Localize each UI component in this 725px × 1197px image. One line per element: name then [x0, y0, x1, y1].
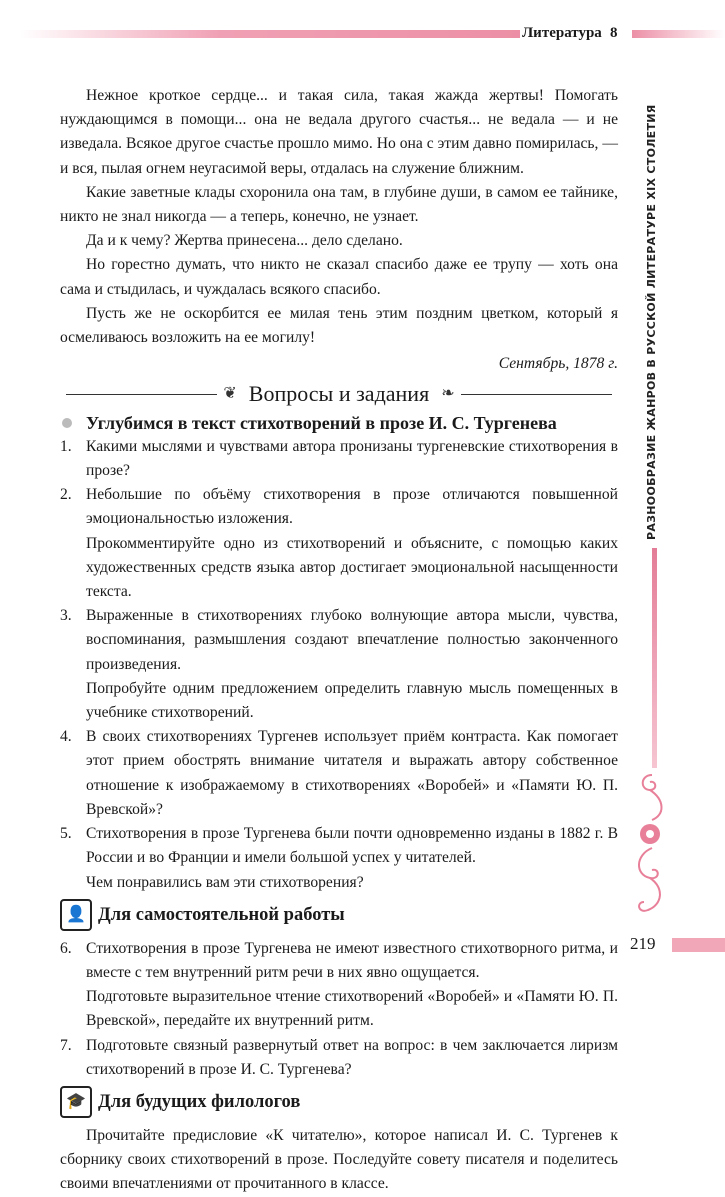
item-extra: Прокомментируйте одно из стихотворений и объясните, с помощью каких художественных средств языка автор достигает эмоциональной насыщенности текста. — [86, 534, 618, 601]
item-text: Подготовьте связный развернутый ответ на вопрос: в чем заключается лиризм стихотворений в прозе И. С. Тургенева? — [86, 1036, 618, 1078]
philologists-text: Прочитайте предисловие «К читателю», которое написал И. С. Тургенев к сборнику своих стихотворений в прозе. Последуйте совету писателя и поделитесь своими впечатлениями от прочитанного в классе. — [60, 1126, 618, 1193]
item-text: Стихотворения в прозе Тургенева были почти одновременно изданы в 1882 г. В России и во Франции и имели большой успех у читателей. — [86, 825, 618, 867]
heading-text: Для самостоятельной работы — [98, 904, 345, 925]
item-number: 4. — [60, 728, 72, 746]
flourish-icon: ❧ — [441, 385, 455, 403]
item-extra: Попробуйте одним предложением определить главную мысль помещенных в учебнике стихотворений. — [86, 679, 618, 722]
item-number: 7. — [60, 1036, 72, 1054]
divider — [66, 394, 217, 396]
item-extra: Подготовьте выразительное чтение стихотворений «Воробей» и «Памяти Ю. П. Вревской», передайте их внутренний ритм. — [86, 988, 618, 1030]
item-extra: Чем понравились вам эти стихотворения? — [86, 873, 364, 891]
book-graduate-icon: 🎓 — [60, 1086, 92, 1118]
heading-text: Для будущих филологов — [98, 1091, 301, 1112]
bullet-icon — [62, 418, 72, 428]
poem-date: Сентябрь, 1878 г. — [498, 355, 618, 373]
side-chapter-label: РАЗНООБРАЗИЕ ЖАНРОВ В РУССКОЙ ЛИТЕРАТУРЕ XIX СТОЛЕТИЯ — [645, 104, 658, 540]
independent-list — [60, 937, 618, 1082]
subsection-heading-text: Углубимся в текст стихотворений в прозе И. С. Тургенева — [86, 412, 557, 433]
header-decor-bar — [20, 30, 520, 38]
list-item — [60, 1034, 618, 1082]
page-content — [60, 84, 618, 1197]
poem-paragraph: Какие заветные клады схоронила она там, в глубине души, в самом ее тайнике, никто не знал никогда — а теперь, конечно, не узнает. — [60, 183, 618, 226]
item-text: Выраженные в стихотворениях глубоко волнующие автора мысли, чувства, воспоминания, размышления создают впечатление полностью законченного произведения. — [86, 607, 618, 673]
poem-paragraph: Нежное кроткое сердце... и такая сила, такая жажда жертвы! Помогать нуждающимся в помощи... она не ведала другого счастья... не ведала — и не изведала. Всякое другое счастье прошло мимо. Но она с этим давно помирилась, — и вся, пылая огнем неугасимой веры, отдалась на служение ближним. — [60, 87, 618, 177]
page-number: 219 — [630, 934, 656, 953]
flourish-icon: ❦ — [223, 385, 237, 403]
floral-ornament-icon — [630, 770, 670, 920]
item-number: 2. — [60, 486, 72, 504]
subsection-heading — [60, 411, 618, 435]
item-number: 1. — [60, 437, 72, 455]
list-item — [60, 937, 618, 1034]
reader-icon: 👤 — [60, 899, 92, 931]
list-item — [60, 483, 618, 604]
poem-paragraph: Пусть же не оскорбится ее милая тень этим поздним цветком, который я осмеливаюсь возложить на ее могилу! — [60, 304, 618, 347]
poem-paragraph: Да и к чему? Жертва принесена... дело сделано. — [86, 232, 403, 250]
header-decor-bar-right — [632, 30, 725, 38]
item-text: В своих стихотворениях Тургенев использует приём контраста. Как помогает этот прием обострять внимание читателя и выражать автору собственное отношение к изображаемому в стихотворениях «Воробей» и «Памяти Ю. П. Вревской»? — [86, 728, 618, 818]
section-title — [60, 382, 618, 406]
item-text: Какими мыслями и чувствами автора пронизаны тургеневские стихотворения в прозе? — [86, 437, 618, 480]
page-number-decor-bar — [672, 938, 725, 952]
item-text: Небольшие по объёму стихотворения в прозе отличаются повышенной эмоциональностью изложения. — [86, 486, 618, 528]
list-item — [60, 822, 618, 895]
divider — [461, 394, 612, 396]
item-number: 6. — [60, 939, 72, 957]
list-item — [60, 604, 618, 725]
running-header-subject: Литература — [522, 25, 602, 41]
list-item — [60, 725, 618, 822]
philologists-heading — [60, 1086, 618, 1118]
running-header-grade: 8 — [610, 25, 618, 41]
item-number: 3. — [60, 607, 72, 625]
item-number: 5. — [60, 825, 72, 843]
independent-work-heading — [60, 899, 618, 931]
item-text: Стихотворения в прозе Тургенева не имеют известного стихотворного ритма, и вместе с тем внутренний ритм речи в них явно ощущается. — [86, 939, 618, 981]
section-title-text: Вопросы и задания — [248, 381, 430, 407]
list-item — [60, 435, 618, 483]
poem-paragraph: Но горестно думать, что никто не сказал спасибо даже ее трупу — хоть она сама и стыдилась, и чуждалась всякого спасибо. — [60, 256, 618, 298]
side-decor-bar — [652, 548, 657, 768]
questions-list — [60, 435, 618, 895]
